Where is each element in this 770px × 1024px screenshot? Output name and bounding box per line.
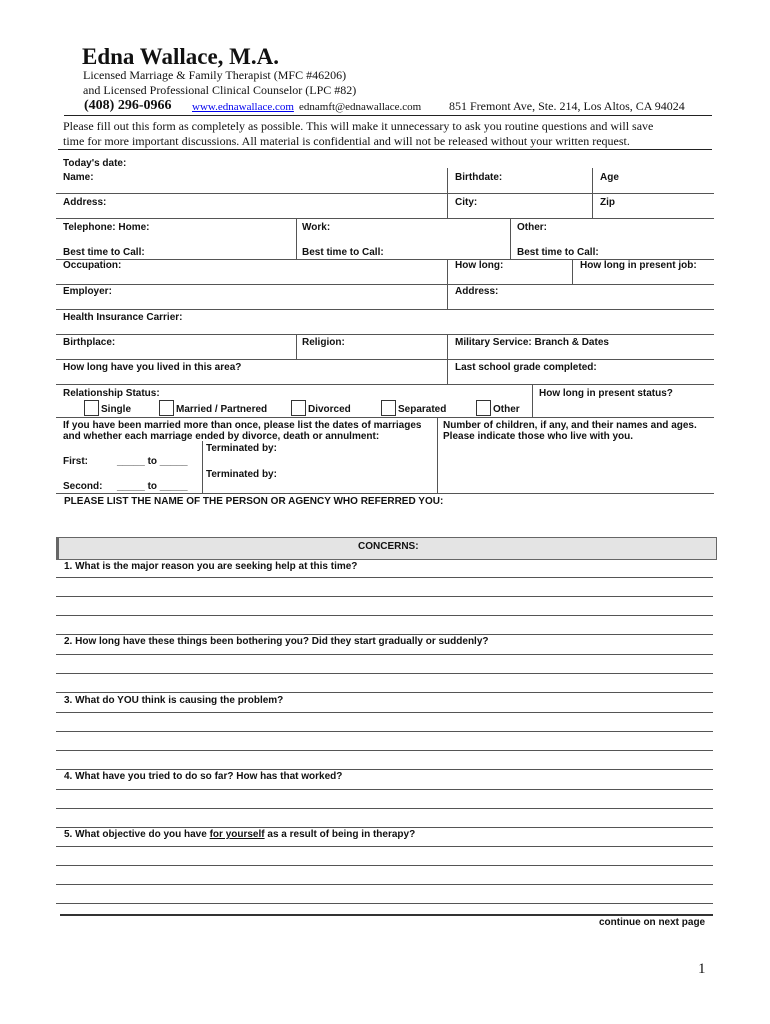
married-checkbox[interactable] <box>159 400 174 416</box>
todays-date-label: Today's date: <box>63 158 127 169</box>
answer-line[interactable] <box>56 673 713 674</box>
row-line <box>56 218 714 219</box>
row-line <box>56 384 714 385</box>
answer-line[interactable] <box>56 903 713 904</box>
military-label: Military Service: Branch & Dates <box>455 337 609 348</box>
question-1: 1. What is the major reason you are seeking help at this time? <box>64 561 358 572</box>
answer-line[interactable] <box>56 731 713 732</box>
col-line <box>532 384 533 417</box>
answer-line[interactable] <box>56 865 713 866</box>
col-line <box>592 168 593 218</box>
row-line <box>56 284 714 285</box>
divorced-checkbox[interactable] <box>291 400 306 416</box>
single-checkbox[interactable] <box>84 400 99 416</box>
continue-note: continue on next page <box>599 917 706 928</box>
header-phone: (408) 296-0966 <box>84 98 172 113</box>
zip-label: Zip <box>600 197 615 208</box>
header-rule <box>64 115 712 116</box>
answer-line[interactable] <box>56 789 713 790</box>
col-line <box>447 168 448 218</box>
telephone-other-label: Other: <box>517 222 547 233</box>
header-license-line1: Licensed Marriage & Family Therapist (MFC #46206) <box>83 68 347 82</box>
question-5 <box>64 829 415 840</box>
name-label: Name: <box>63 172 94 183</box>
question-2: 2. How long have these things been bothering you? Did they start gradually or suddenly? <box>64 636 489 647</box>
row-line <box>56 334 714 335</box>
answer-line[interactable] <box>56 692 713 693</box>
header-name: Edna Wallace, M.A. <box>82 44 280 69</box>
second-marriage-label: Second: <box>63 481 103 492</box>
row-line <box>56 309 714 310</box>
col-line <box>296 334 297 359</box>
birthdate-label: Birthdate: <box>455 172 503 183</box>
how-long-label: How long: <box>455 260 504 271</box>
col-line <box>296 218 297 259</box>
question-4: 4. What have you tried to do so far? How has that worked? <box>64 771 343 782</box>
question-3: 3. What do YOU think is causing the problem? <box>64 695 284 706</box>
header-address: 851 Fremont Ave, Ste. 214, Los Altos, CA 94024 <box>449 99 685 113</box>
lived-area-label: How long have you lived in this area? <box>63 362 242 373</box>
answer-line[interactable] <box>56 615 713 616</box>
separated-option-label: Separated <box>398 404 447 415</box>
answer-line[interactable] <box>56 846 713 847</box>
col-line <box>447 334 448 384</box>
birthplace-label: Birthplace: <box>63 337 116 348</box>
married-option-label: Married / Partnered <box>176 404 268 415</box>
answer-line[interactable] <box>56 634 713 635</box>
best-time-other-label: Best time to Call: <box>517 247 599 258</box>
terminated-by-first-label: Terminated by: <box>206 443 277 454</box>
employer-label: Employer: <box>63 286 112 297</box>
married-instructions-line2: and whether each marriage ended by divorce, death or annulment: <box>63 431 380 442</box>
answer-line[interactable] <box>56 712 713 713</box>
religion-label: Religion: <box>302 337 345 348</box>
header-email: ednamft@ednawallace.com <box>299 101 422 113</box>
header-license-line2: and Licensed Professional Clinical Counselor (LPC #82) <box>83 83 357 97</box>
intro-line1: Please fill out this form as completely as possible. This will make it unnecessary to ask you routine questions and will save <box>63 119 654 133</box>
answer-line[interactable] <box>56 769 713 770</box>
age-label: Age <box>600 172 619 183</box>
other-checkbox[interactable] <box>476 400 491 416</box>
intro-line2: time for more important discussions. All material is confidential and will not be released without your written request. <box>63 134 630 148</box>
city-label: City: <box>455 197 478 208</box>
how-long-job-label: How long in present job: <box>580 260 697 271</box>
col-line <box>447 259 448 309</box>
answer-line[interactable] <box>56 884 713 885</box>
first-marriage-label: First: <box>63 456 88 467</box>
col-line <box>202 441 203 493</box>
best-time-home-label: Best time to Call: <box>63 247 145 258</box>
question-5-suffix: as a result of being in therapy? <box>264 829 416 840</box>
present-status-label: How long in present status? <box>539 388 673 399</box>
page-number: 1 <box>698 961 706 977</box>
col-line <box>437 417 438 493</box>
telephone-work-label: Work: <box>302 222 331 233</box>
answer-line[interactable] <box>56 654 713 655</box>
row-line <box>56 193 714 194</box>
married-instructions-line1: If you have been married more than once, please list the dates of marriages <box>63 420 422 431</box>
relationship-status-label: Relationship Status: <box>63 388 160 399</box>
occupation-label: Occupation: <box>63 260 122 271</box>
concerns-title: CONCERNS: <box>358 541 419 552</box>
referral-label: PLEASE LIST THE NAME OF THE PERSON OR AGENCY WHO REFERRED YOU: <box>64 496 444 507</box>
second-marriage-dates[interactable]: _____ to _____ <box>117 481 188 492</box>
school-grade-label: Last school grade completed: <box>455 362 597 373</box>
answer-line[interactable] <box>56 750 713 751</box>
children-instructions-line2: Please indicate those who live with you. <box>443 431 634 442</box>
single-option-label: Single <box>101 404 132 415</box>
terminated-by-second-label: Terminated by: <box>206 469 277 480</box>
answer-line[interactable] <box>60 914 713 916</box>
best-time-work-label: Best time to Call: <box>302 247 384 258</box>
employer-address-label: Address: <box>455 286 499 297</box>
answer-line[interactable] <box>56 827 713 828</box>
insurance-label: Health Insurance Carrier: <box>63 312 183 323</box>
row-line <box>56 359 714 360</box>
col-line <box>510 218 511 259</box>
answer-line[interactable] <box>56 808 713 809</box>
question-5-emphasis: for yourself <box>209 829 265 840</box>
col-line <box>572 259 573 284</box>
address-label: Address: <box>63 197 107 208</box>
answer-line[interactable] <box>56 596 713 597</box>
separated-checkbox[interactable] <box>381 400 396 416</box>
header-website-link[interactable]: www.ednawallace.com <box>192 101 294 113</box>
intro-rule <box>58 149 712 150</box>
answer-line[interactable] <box>56 577 713 578</box>
question-5-prefix: 5. What objective do you have <box>64 829 210 840</box>
first-marriage-dates[interactable]: _____ to _____ <box>117 456 188 467</box>
row-line <box>56 417 714 418</box>
row-line <box>56 493 714 494</box>
telephone-home-label: Telephone: Home: <box>63 222 150 233</box>
divorced-option-label: Divorced <box>308 404 351 415</box>
other-option-label: Other <box>493 404 520 415</box>
children-instructions-line1: Number of children, if any, and their names and ages. <box>443 420 697 431</box>
